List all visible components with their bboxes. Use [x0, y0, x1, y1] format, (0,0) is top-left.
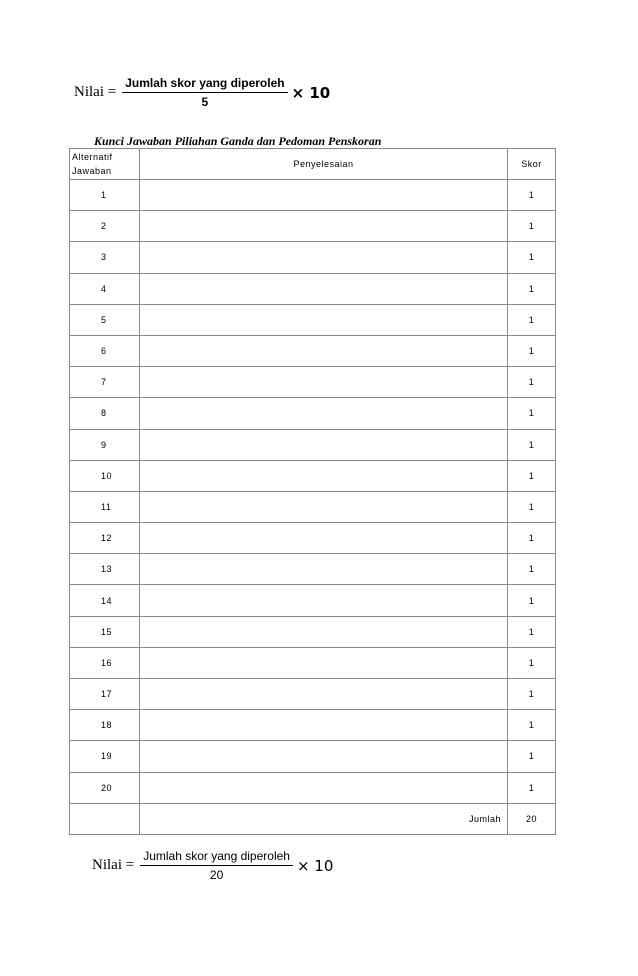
- row-solution: [140, 398, 508, 429]
- row-solution: [140, 772, 508, 803]
- row-number: 12: [70, 523, 140, 554]
- row-number: 17: [70, 679, 140, 710]
- row-solution: [140, 523, 508, 554]
- table-row: [70, 273, 556, 304]
- total-empty-cell: [70, 803, 140, 834]
- row-solution: [140, 710, 508, 741]
- row-score: 1: [508, 616, 556, 647]
- row-solution: [140, 460, 508, 491]
- table-row: [70, 460, 556, 491]
- row-number: 19: [70, 741, 140, 772]
- table-title: Kunci Jawaban Piliahan Ganda dan Pedoman Penskoran: [94, 134, 382, 148]
- row-number: 16: [70, 647, 140, 678]
- table-row: [70, 429, 556, 460]
- table-row: [70, 647, 556, 678]
- formula-multiplier: × 10: [296, 856, 334, 875]
- row-score: 1: [508, 460, 556, 491]
- row-score: 1: [508, 180, 556, 211]
- row-score: 1: [508, 367, 556, 398]
- formula-denominator: 5: [201, 95, 209, 109]
- row-solution: [140, 367, 508, 398]
- table-row: [70, 335, 556, 366]
- table-row: [70, 180, 556, 211]
- row-solution: [140, 679, 508, 710]
- table-header-row: [70, 149, 556, 180]
- formula-fraction: [122, 76, 287, 109]
- row-solution: [140, 616, 508, 647]
- row-score: 1: [508, 679, 556, 710]
- table-row: [70, 367, 556, 398]
- formula-fraction: [140, 849, 293, 882]
- row-score: 1: [508, 429, 556, 460]
- row-number: 2: [70, 211, 140, 242]
- formula-lhs: Nilai =: [74, 84, 117, 100]
- table-row: [70, 491, 556, 522]
- row-solution: [140, 180, 508, 211]
- table-row: [70, 304, 556, 335]
- row-number: 3: [70, 242, 140, 273]
- row-score: 1: [508, 772, 556, 803]
- table-row: [70, 523, 556, 554]
- table-row: [70, 554, 556, 585]
- row-score: 1: [508, 741, 556, 772]
- row-number: 20: [70, 772, 140, 803]
- row-score: 1: [508, 273, 556, 304]
- row-score: 1: [508, 647, 556, 678]
- row-solution: [140, 585, 508, 616]
- row-number: 9: [70, 429, 140, 460]
- table-row: [70, 242, 556, 273]
- row-score: 1: [508, 491, 556, 522]
- total-row: [70, 803, 556, 834]
- header-alternatif-jawaban: Alternatif Jawaban: [70, 149, 140, 180]
- row-solution: [140, 741, 508, 772]
- row-number: 1: [70, 180, 140, 211]
- row-solution: [140, 491, 508, 522]
- formula-multiplier: × 10: [291, 83, 331, 102]
- formula-lhs: Nilai =: [92, 857, 135, 873]
- row-score: 1: [508, 335, 556, 366]
- row-solution: [140, 242, 508, 273]
- row-solution: [140, 273, 508, 304]
- row-solution: [140, 211, 508, 242]
- table-row: [70, 679, 556, 710]
- formula-top: [74, 76, 330, 109]
- table-row: [70, 585, 556, 616]
- table-body: [70, 180, 556, 804]
- row-solution: [140, 647, 508, 678]
- row-number: 13: [70, 554, 140, 585]
- answer-key-table: [69, 148, 556, 835]
- table-row: [70, 710, 556, 741]
- table-row: [70, 616, 556, 647]
- row-solution: [140, 429, 508, 460]
- row-number: 4: [70, 273, 140, 304]
- row-score: 1: [508, 211, 556, 242]
- formula-numerator: Jumlah skor yang diperoleh: [140, 849, 293, 866]
- row-number: 5: [70, 304, 140, 335]
- row-score: 1: [508, 710, 556, 741]
- row-number: 7: [70, 367, 140, 398]
- row-score: 1: [508, 304, 556, 335]
- table-row: [70, 772, 556, 803]
- row-score: 1: [508, 523, 556, 554]
- table-row: [70, 741, 556, 772]
- table-row: [70, 211, 556, 242]
- formula-bottom: [92, 849, 333, 882]
- row-solution: [140, 335, 508, 366]
- table-row: [70, 398, 556, 429]
- row-number: 11: [70, 491, 140, 522]
- row-score: 1: [508, 585, 556, 616]
- total-value: 20: [508, 803, 556, 834]
- row-solution: [140, 304, 508, 335]
- row-solution: [140, 554, 508, 585]
- total-label: Jumlah: [140, 803, 508, 834]
- row-score: 1: [508, 554, 556, 585]
- header-skor: Skor: [508, 149, 556, 180]
- row-score: 1: [508, 398, 556, 429]
- header-penyelesaian: Penyelesaian: [140, 149, 508, 180]
- row-number: 8: [70, 398, 140, 429]
- row-score: 1: [508, 242, 556, 273]
- row-number: 10: [70, 460, 140, 491]
- row-number: 14: [70, 585, 140, 616]
- formula-denominator: 20: [209, 868, 224, 882]
- row-number: 15: [70, 616, 140, 647]
- row-number: 18: [70, 710, 140, 741]
- formula-numerator: Jumlah skor yang diperoleh: [122, 76, 287, 93]
- row-number: 6: [70, 335, 140, 366]
